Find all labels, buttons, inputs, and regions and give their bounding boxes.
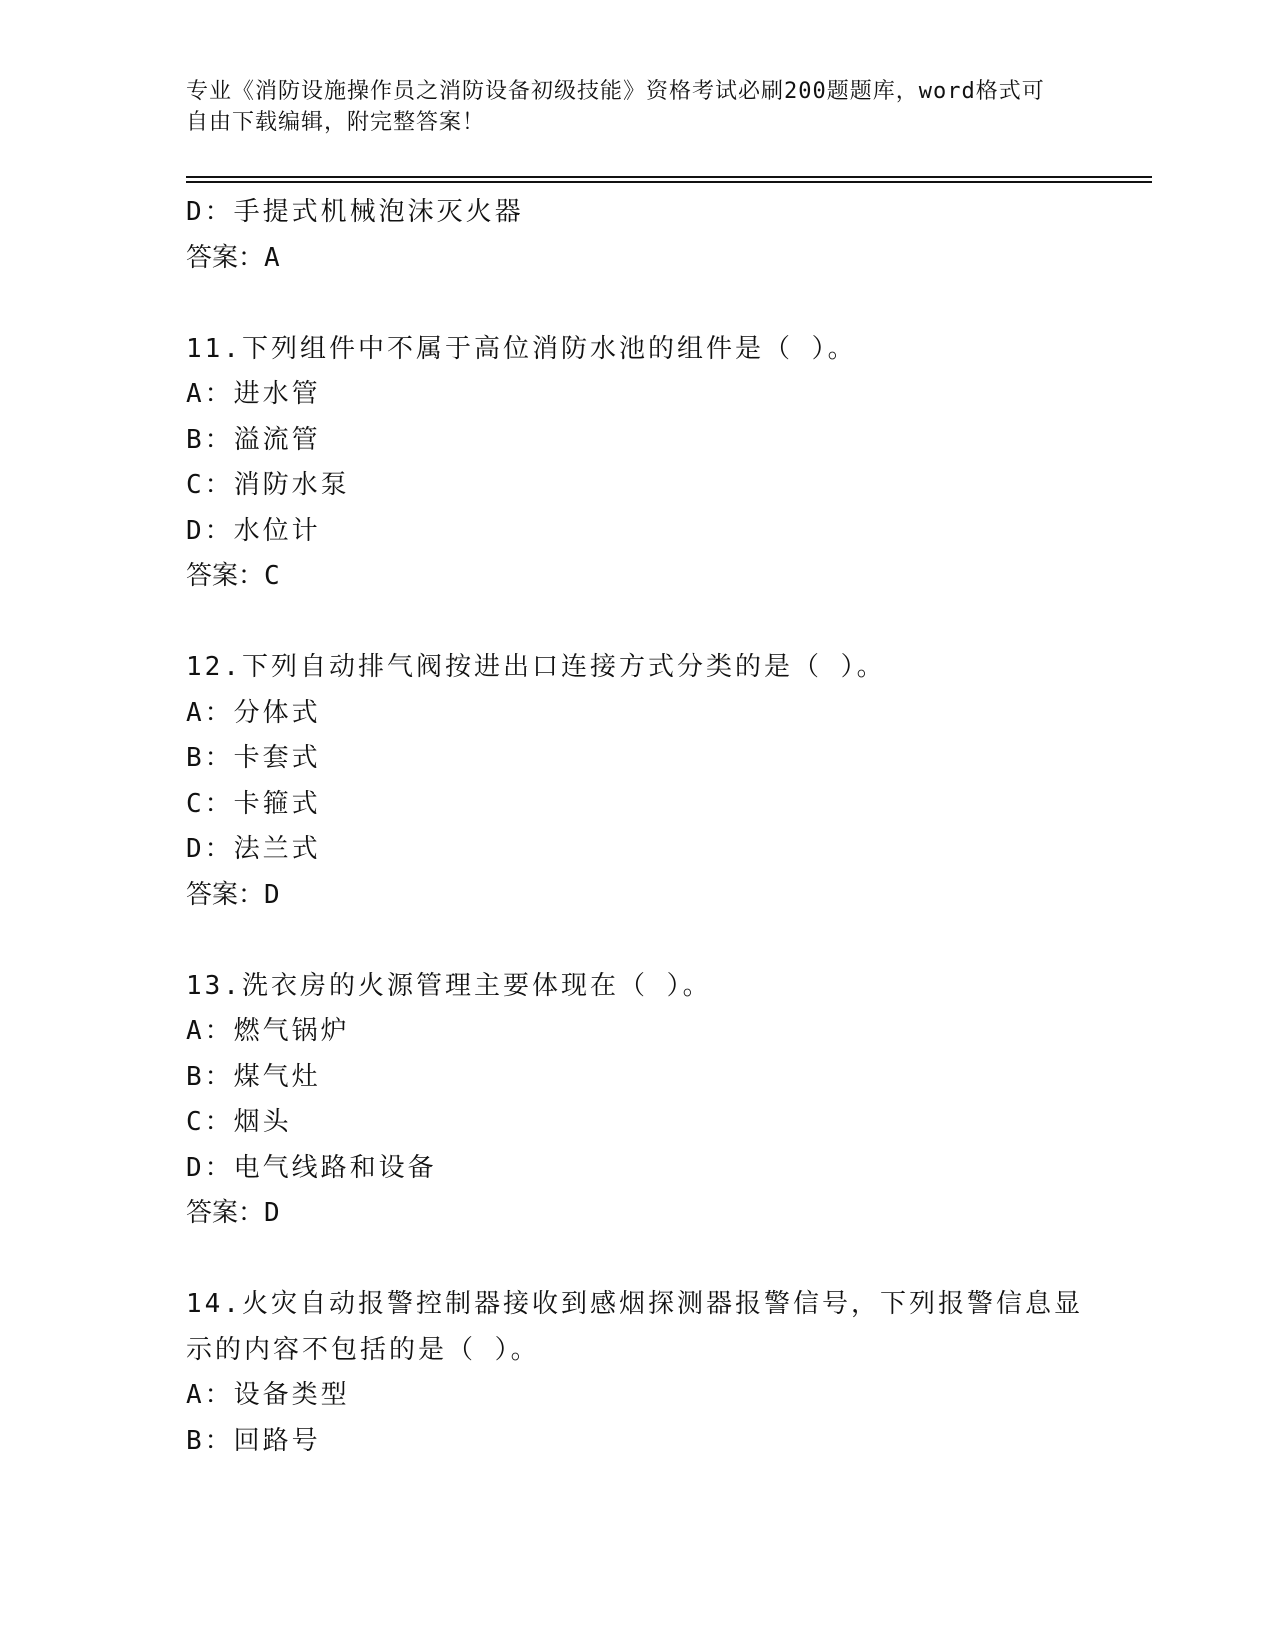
- question-12-option-c: C：卡箍式: [186, 788, 321, 819]
- question-13-option-b: B：煤气灶: [186, 1061, 321, 1092]
- header-divider-bottom: [186, 181, 1152, 183]
- answer-label: 答案：: [186, 1198, 265, 1228]
- spacer: [186, 1237, 1086, 1283]
- answer-value: C: [264, 561, 280, 591]
- question-14-option-a: A：设备类型: [186, 1380, 350, 1410]
- question-11-option-d: D：水位计: [186, 515, 321, 546]
- answer-value: D: [264, 1198, 280, 1228]
- question-12-answer: [186, 873, 1086, 919]
- spacer: [186, 281, 1086, 327]
- prev-option-d: D：手提式机械泡沫灭火器: [186, 197, 524, 227]
- document-header: 专业《消防设施操作员之消防设备初级技能》资格考试必刷200题题库，word格式可自由下载编辑，附完整答案！: [186, 79, 1045, 135]
- question-12-option-d: D：法兰式: [186, 834, 321, 864]
- question-13-stem: 13.洗衣房的火源管理主要体现在（ ）。: [186, 970, 712, 1001]
- question-13-option-d: D：电气线路和设备: [186, 1152, 437, 1183]
- prev-answer: [186, 236, 1086, 282]
- question-14-stem: 14.火灾自动报警控制器接收到感烟探测器报警信号，下列报警信息显示的内容不包括的是（ ）。: [186, 1289, 1083, 1365]
- question-13-option-a: A：燃气锅炉: [186, 1016, 350, 1046]
- question-13-option-c: C：烟头: [186, 1107, 292, 1137]
- question-12-option-b: B：卡套式: [186, 743, 321, 773]
- answer-label: 答案：: [186, 879, 265, 910]
- question-11-answer: [186, 554, 1086, 600]
- answer-value: A: [264, 242, 280, 273]
- question-11-stem: 11.下列组件中不属于高位消防水池的组件是（ ）。: [186, 333, 857, 364]
- question-12-stem: 12.下列自动排气阀按进出口连接方式分类的是（ ）。: [186, 652, 886, 682]
- question-11-option-c: C：消防水泵: [186, 470, 350, 500]
- question-12-option-a: A：分体式: [186, 697, 321, 728]
- question-13-answer: [186, 1191, 1086, 1237]
- question-11-option-b: B：溢流管: [186, 424, 321, 455]
- spacer: [186, 918, 1086, 964]
- header-divider-top: [186, 176, 1152, 178]
- answer-label: 答案：: [186, 561, 265, 591]
- question-list: [186, 190, 1086, 1464]
- question-14-option-b: B：回路号: [186, 1425, 321, 1456]
- answer-label: 答案：: [186, 242, 265, 273]
- question-11-option-a: A：进水管: [186, 379, 321, 409]
- spacer: [186, 600, 1086, 646]
- answer-value: D: [264, 879, 280, 910]
